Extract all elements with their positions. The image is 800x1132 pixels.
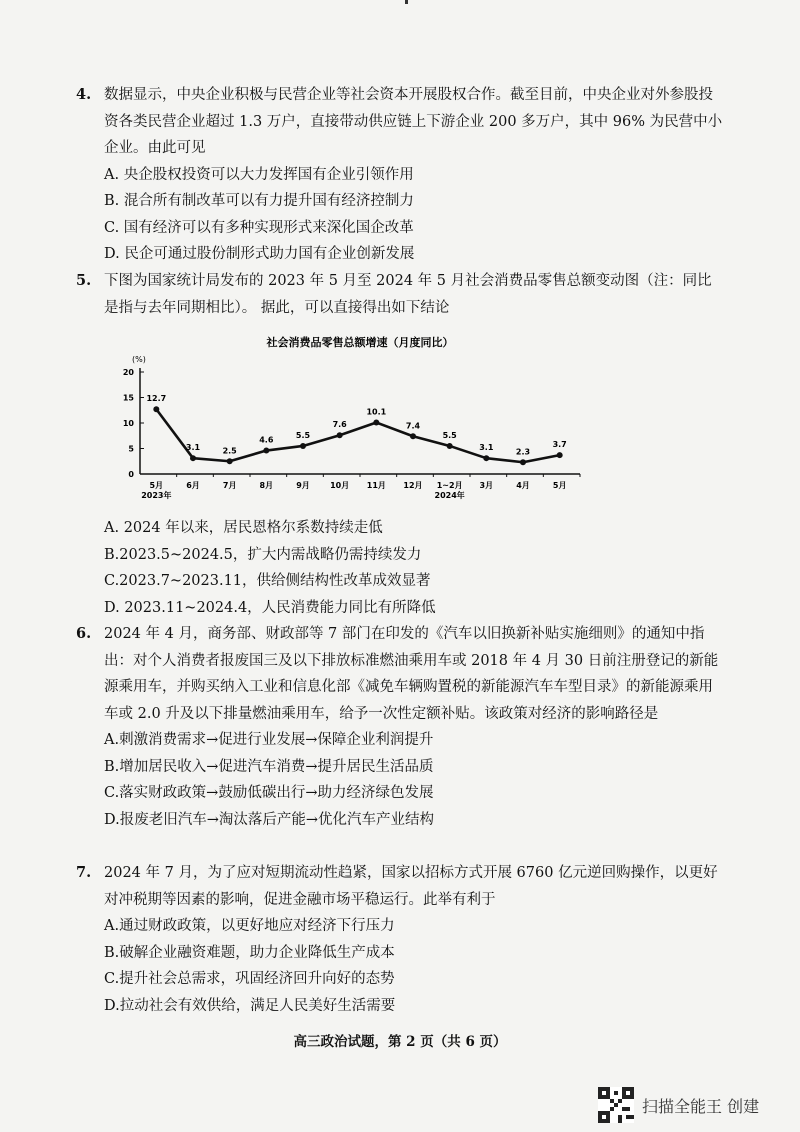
option-b: B.2023.5~2024.5，扩大内需战略仍需持续发力 — [104, 546, 422, 563]
question-number: 5. — [76, 272, 92, 289]
data-label: 7.4 — [405, 421, 421, 431]
x-tick-label: 10月 — [330, 481, 350, 490]
option-d: D. 2023.11~2024.4，人民消费能力同比有所降低 — [104, 599, 436, 616]
year-label: 2024年 — [434, 491, 465, 500]
series-line — [156, 409, 559, 462]
question-5 — [76, 268, 726, 321]
data-point — [190, 455, 196, 461]
y-axis-unit-label: (%) — [132, 355, 146, 364]
data-label: 4.6 — [259, 435, 274, 445]
scanner-watermark — [598, 1086, 759, 1124]
data-label: 3.7 — [552, 440, 567, 450]
x-tick-label: 11月 — [366, 481, 386, 490]
data-point — [520, 459, 526, 465]
qr-code-icon — [598, 1087, 634, 1123]
question-6 — [76, 621, 726, 833]
option-c: C.落实财政政策→鼓励低碳出行→助力经济绿色发展 — [104, 785, 434, 801]
y-tick-label: 20 — [122, 368, 134, 377]
x-tick-label: 8月 — [259, 481, 274, 490]
data-label: 12.7 — [146, 394, 167, 404]
option-d: D. 民企可通过股份制形式助力国有企业创新发展 — [104, 246, 415, 262]
data-point — [410, 433, 416, 439]
option-a: A. 央企股权投资可以大力发挥国有企业引领作用 — [104, 166, 414, 183]
question-4 — [76, 82, 726, 268]
option-c: C.提升社会总需求，巩固经济回升向好的态势 — [104, 971, 395, 987]
data-point — [263, 448, 269, 454]
option-d: D.拉动社会有效供给，满足人民美好生活需要 — [104, 997, 396, 1014]
x-tick-label: 12月 — [403, 481, 423, 490]
data-label: 7.6 — [332, 420, 347, 430]
y-tick-label: 10 — [122, 419, 134, 428]
question-stem: 数据显示，中央企业积极与民营企业等社会资本开展股权合作。截至目前，中央企业对外参股投资各类民营企业超过 1.3 万户，直接带动供应链上下游企业 200 多万户，其中 96% 为民营中小企业。由此可见 — [104, 87, 723, 156]
chart-title: 社会消费品零售总额增速（月度同比） — [266, 336, 454, 349]
chart-marks — [146, 394, 566, 465]
data-point — [227, 458, 233, 464]
question-number: 4. — [76, 86, 92, 103]
y-tick-label: 15 — [122, 393, 134, 403]
data-label: 2.3 — [515, 447, 531, 457]
x-tick-label: 5月 — [552, 481, 567, 490]
x-tick-label: 4月 — [516, 481, 530, 490]
y-tick-label: 0 — [128, 470, 134, 479]
option-b: B. 混合所有制改革可以有力提升国有经济控制力 — [104, 193, 414, 209]
data-label: 5.5 — [442, 430, 457, 440]
option-a: A. 2024 年以来，居民恩格尔系数持续走低 — [104, 520, 383, 536]
question-stem: 2024 年 4 月，商务部、财政部等 7 部门在印发的《汽车以旧换新补贴实施细则》的通知中指出：对个人消费者报废国三及以下排放标准燃油乘用车或 2018 年 4 月 30 日前注册登记的新能源乘用车，并购买纳入工业和信息化部《减免车辆购置税的新能源汽车车型目录》的新能源乘用车或 2.0 升及以下排量燃油乘用车，给予一次性定额补贴。该政策对经济的影响路径是 — [104, 626, 719, 722]
option-b: B.破解企业融资难题，助力企业降低生产成本 — [104, 944, 395, 961]
data-label: 5.5 — [295, 430, 311, 440]
x-tick-label: 9月 — [296, 481, 310, 490]
data-label: 10.1 — [366, 407, 387, 417]
question-number: 6. — [76, 625, 92, 642]
retail-sales-growth-chart — [100, 330, 600, 510]
x-tick-label: 3月 — [479, 481, 494, 490]
question-7 — [76, 860, 726, 1019]
question-number: 7. — [76, 864, 92, 881]
x-tick-label: 5月 — [149, 481, 164, 490]
year-label: 2023年 — [141, 491, 172, 500]
data-point — [300, 443, 306, 449]
option-a: A.刺激消费需求→促进行业发展→保障企业利润提升 — [104, 732, 434, 748]
page-footer: 高三政治试题，第 2 页（共 6 页） — [293, 1034, 507, 1050]
watermark-text: 扫描全能王 创建 — [642, 1096, 760, 1116]
option-d: D.报废老旧汽车→淘汰落后产能→优化汽车产业结构 — [104, 811, 435, 828]
question-stem: 下图为国家统计局发布的 2023 年 5 月至 2024 年 5 月社会消费品零售总额变动图（注：同比是指与去年同期相比）。 据此，可以直接得出如下结论 — [104, 273, 712, 316]
data-point — [483, 455, 489, 461]
option-a: A.通过财政政策，以更好地应对经济下行压力 — [104, 918, 395, 934]
data-label: 3.1 — [479, 443, 494, 453]
x-tick-label: 1~2月 — [436, 481, 463, 490]
data-point — [153, 406, 159, 412]
data-label: 2.5 — [222, 446, 237, 456]
data-point — [337, 432, 343, 438]
data-point — [373, 419, 379, 425]
data-point — [447, 443, 453, 449]
option-b: B.增加居民收入→促进汽车消费→提升居民生活品质 — [104, 758, 434, 775]
question-5-options — [76, 515, 726, 621]
chart-axes — [123, 368, 580, 500]
question-stem: 2024 年 7 月，为了应对短期流动性趋紧，国家以招标方式开展 6760 亿元逆回购操作，以更好对冲税期等因素的影响，促进金融市场平稳运行。此举有利于 — [104, 865, 718, 908]
data-label: 3.1 — [185, 443, 201, 453]
top-edge-mark — [405, 0, 408, 4]
option-c: C. 国有经济可以有多种实现形式来深化国企改革 — [104, 219, 414, 236]
y-tick-label: 5 — [128, 444, 134, 454]
data-point — [557, 452, 563, 458]
x-tick-label: 7月 — [222, 481, 237, 490]
x-tick-label: 6月 — [186, 481, 200, 490]
option-c: C.2023.7~2023.11，供给侧结构性改革成效显著 — [104, 573, 431, 589]
